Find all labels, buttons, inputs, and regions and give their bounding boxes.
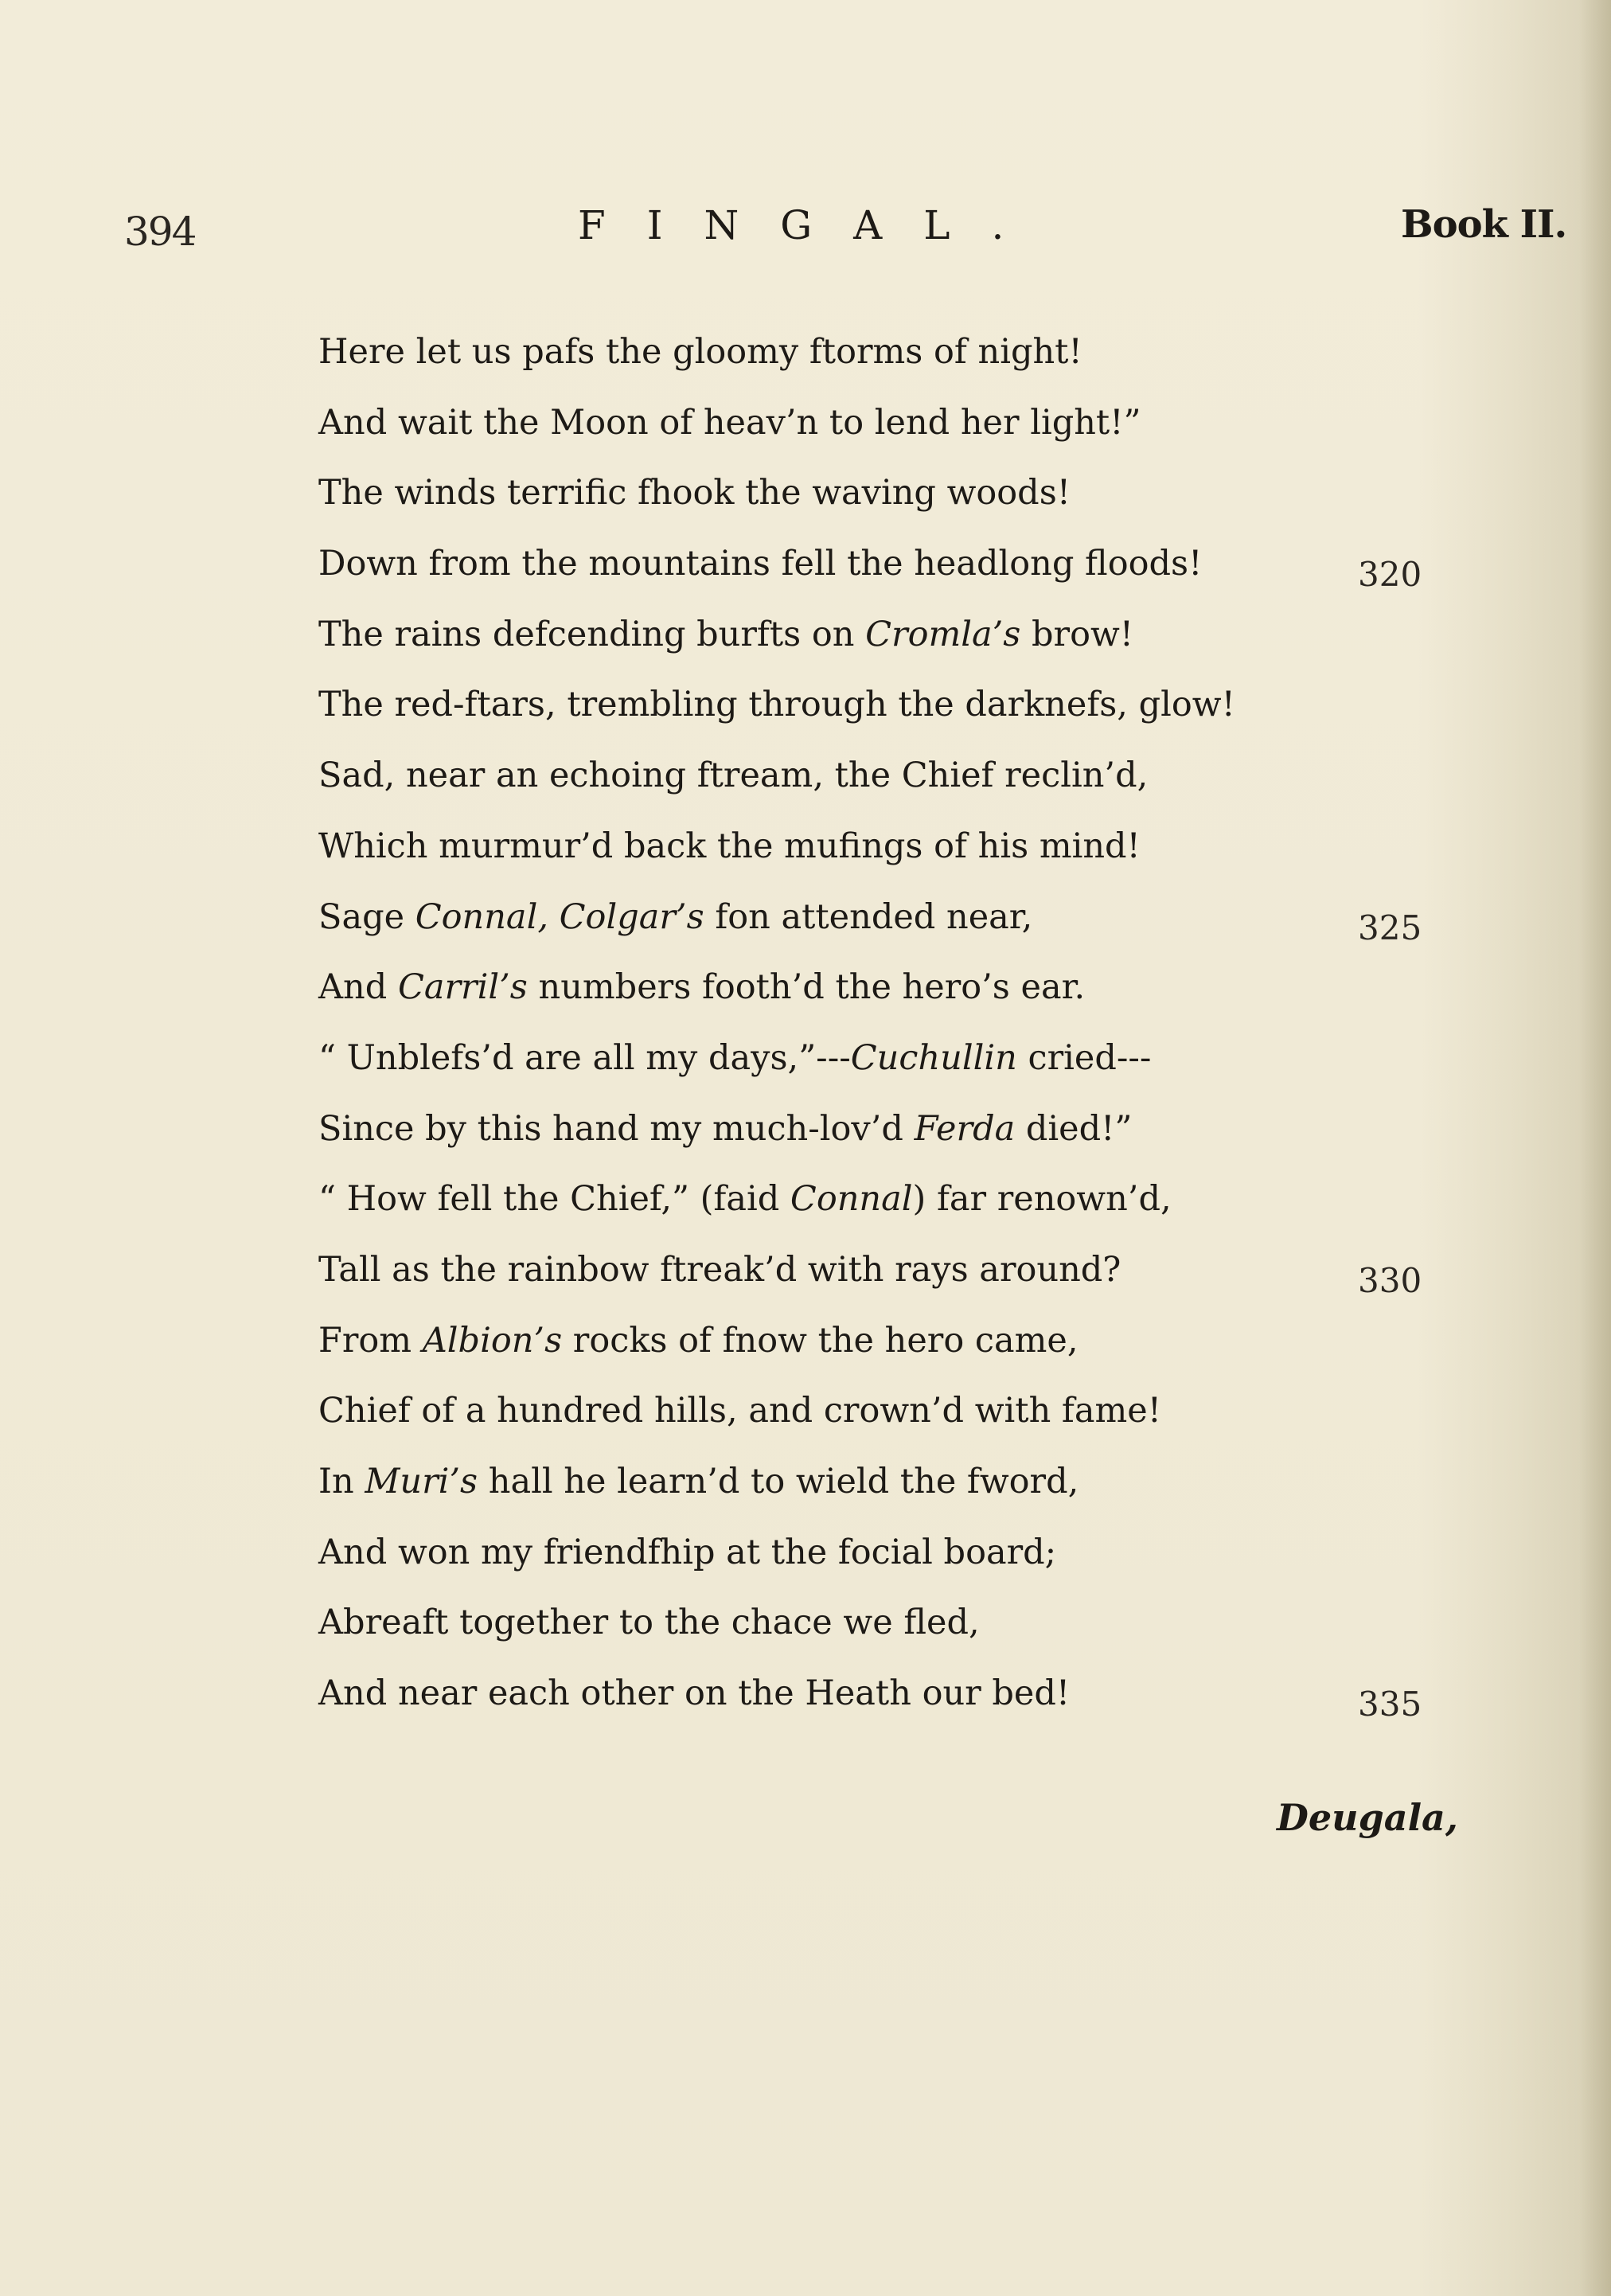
verse-line-text xyxy=(318,599,1133,670)
verse-line-text xyxy=(318,1587,980,1658)
verse-line xyxy=(318,670,1433,740)
verse-italic-segment: Muri’s xyxy=(365,1462,478,1501)
verse-line xyxy=(318,882,1433,953)
verse-line-text xyxy=(318,317,1082,388)
verse-line-text xyxy=(318,740,1148,811)
verse-segment: And wait the Moon of heav’n to lend her light!” xyxy=(318,402,1141,443)
verse-line-text xyxy=(318,882,1032,953)
verse-line xyxy=(318,1517,1433,1588)
verse-line-text xyxy=(318,1023,1151,1094)
verse-line-text xyxy=(318,1658,1070,1729)
running-title: FINGAL. xyxy=(578,202,1046,248)
verse-line xyxy=(318,458,1433,529)
verse-segment: hall he learn’d to wield the fword, xyxy=(478,1462,1079,1501)
verse-segment: Tall as the rainbow ftreak’d with rays around? xyxy=(318,1249,1121,1290)
verse-segment: Abreaft together to the chace we fled, xyxy=(318,1603,980,1643)
verse-line-text xyxy=(318,388,1141,459)
verse-segment: And won my friendfhip at the focial board; xyxy=(318,1532,1057,1572)
page-edge-shadow xyxy=(1579,0,1611,2296)
verse-segment: “ How fell the Chief,” (faid xyxy=(318,1179,790,1220)
verse-line xyxy=(318,1376,1433,1447)
verse-segment: In xyxy=(318,1462,365,1501)
verse-line xyxy=(318,811,1433,882)
verse-segment: The rains defcending burfts on xyxy=(318,614,866,654)
verse-line xyxy=(318,388,1433,459)
page-number: 394 xyxy=(124,209,196,255)
verse-segment: The winds terrific fhook the waving woods! xyxy=(318,473,1071,513)
verse-italic-segment: Carril’s xyxy=(397,967,528,1008)
line-number: 335 xyxy=(1358,1685,1422,1724)
verse-line-text xyxy=(318,1517,1056,1588)
verse-segment: rocks of fnow the hero came, xyxy=(562,1320,1079,1361)
verse-line-text xyxy=(318,458,1071,529)
verse-line xyxy=(318,1447,1433,1517)
verse-segment: fon attended near, xyxy=(704,896,1033,937)
verse-line-text xyxy=(318,811,1141,882)
verse-italic-segment: Connal, Colgar’s xyxy=(415,896,704,937)
verse-italic-segment: Cromla’s xyxy=(865,614,1021,654)
verse-segment: brow! xyxy=(1020,614,1134,654)
verse-line-text xyxy=(318,670,1235,740)
verse-line-text xyxy=(318,1235,1121,1306)
verse-line xyxy=(318,740,1433,811)
verse-segment: Down from the mountains fell the headlong floods! xyxy=(318,544,1203,584)
verse-line-text xyxy=(318,1376,1161,1447)
verse-segment: Sad, near an echoing ftream, the Chief reclin’d, xyxy=(318,756,1149,796)
verse-line xyxy=(318,952,1433,1023)
verse-segment: died!” xyxy=(1015,1108,1133,1149)
verse-segment: From xyxy=(318,1320,423,1361)
verse-segment: numbers footh’d the hero’s ear. xyxy=(527,967,1086,1008)
verse-line xyxy=(318,599,1433,670)
verse-segment: Since by this hand my much-lov’d xyxy=(318,1108,915,1149)
verse-segment: The red-ftars, trembling through the darknefs, glow! xyxy=(318,685,1235,725)
catchword: Deugala, xyxy=(1277,1796,1458,1839)
verse-segment: Chief of a hundred hills, and crown’d with fame! xyxy=(318,1391,1161,1431)
verse-line-text xyxy=(318,1447,1079,1517)
line-number: 320 xyxy=(1358,555,1422,595)
verse-segment: And xyxy=(318,967,398,1008)
verse-line xyxy=(318,317,1433,388)
verse-segment: And near each other on the Heath our bed! xyxy=(318,1673,1071,1714)
verse-italic-segment: Connal xyxy=(790,1179,913,1220)
verse-line-text xyxy=(318,1094,1132,1165)
verse-line xyxy=(318,1306,1433,1376)
running-header xyxy=(0,202,1611,272)
verse-line xyxy=(318,1658,1433,1729)
verse-segment: Sage xyxy=(318,896,415,937)
verse-line xyxy=(318,1094,1433,1165)
verse-segment: Which murmur’d back the mufings of his mind! xyxy=(318,826,1141,866)
verse-line xyxy=(318,1164,1433,1235)
verse-line xyxy=(318,1023,1433,1094)
verse-segment: ) far renown’d, xyxy=(912,1179,1172,1220)
verse-italic-segment: Albion’s xyxy=(422,1320,563,1361)
verse-segment: Here let us pafs the gloomy ftorms of night! xyxy=(318,332,1082,372)
verse-italic-segment: Cuchullin xyxy=(850,1037,1017,1078)
verse-line xyxy=(318,1235,1433,1306)
verse-segment: “ Unblefs’d are all my days,”--- xyxy=(318,1037,851,1078)
verse-line-text xyxy=(318,952,1085,1023)
verse-block xyxy=(318,317,1433,1729)
line-number: 325 xyxy=(1358,908,1422,947)
line-number: 330 xyxy=(1358,1260,1422,1300)
verse-line xyxy=(318,1587,1433,1658)
verse-line-text xyxy=(318,1306,1079,1376)
verse-line xyxy=(318,529,1433,599)
book-label: Book II. xyxy=(1401,202,1567,247)
verse-italic-segment: Ferda xyxy=(914,1108,1016,1149)
verse-line-text xyxy=(318,1164,1172,1235)
verse-line-text xyxy=(318,529,1202,599)
verse-segment: cried--- xyxy=(1016,1037,1152,1078)
